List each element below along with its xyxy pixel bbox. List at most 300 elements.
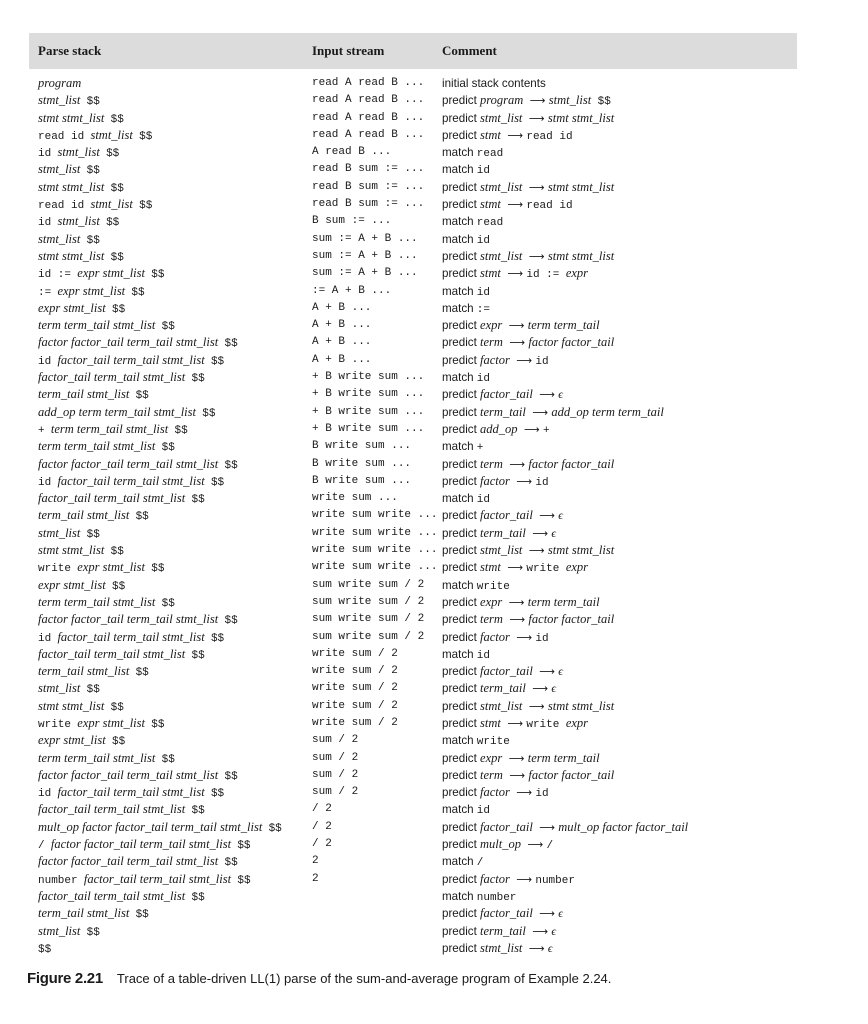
stack-token: $$ xyxy=(106,217,120,230)
comment-token: id xyxy=(476,286,490,299)
comment-token: factor xyxy=(480,629,510,644)
input-stream-cell: write sum write ... xyxy=(312,509,438,522)
comment-token: predict xyxy=(442,336,481,350)
comment-token: predict xyxy=(442,544,481,558)
comment-cell xyxy=(442,317,797,334)
comment-token: ϵ xyxy=(551,924,557,938)
comment-token: predict xyxy=(442,422,481,436)
table-row xyxy=(29,283,797,300)
comment-token: term_tail xyxy=(480,681,526,696)
comment-token: ⟶ xyxy=(527,838,544,852)
stack-token: $$ xyxy=(110,182,124,195)
stack-token: $$ xyxy=(202,407,216,420)
comment-token: predict xyxy=(442,180,481,194)
parse-stack-cell xyxy=(29,577,312,594)
comment-token: term xyxy=(480,767,503,782)
table-row xyxy=(29,161,797,178)
stack-token: term_tail stmt_list xyxy=(38,508,130,523)
table-row xyxy=(29,386,797,403)
stack-token: $$ xyxy=(268,822,282,835)
stack-token: $$ xyxy=(38,943,52,956)
table-row xyxy=(29,248,797,265)
comment-token: expr xyxy=(565,715,589,730)
stack-token: $$ xyxy=(224,338,238,351)
table-row xyxy=(29,300,797,317)
table-row xyxy=(29,421,797,438)
comment-token: match xyxy=(442,734,477,748)
stack-token: $$ xyxy=(174,424,188,437)
parse-stack-cell xyxy=(29,456,312,473)
comment-token: predict xyxy=(442,941,481,955)
comment-token: match xyxy=(442,440,477,454)
figure-caption xyxy=(27,970,847,987)
comment-cell xyxy=(442,110,797,127)
table-row xyxy=(29,611,797,628)
comment-cell xyxy=(442,386,797,403)
comment-cell xyxy=(442,629,797,646)
input-stream-cell: sum write sum / 2 xyxy=(312,578,425,591)
comment-cell xyxy=(442,507,797,524)
comment-token: write xyxy=(526,718,560,731)
table-row xyxy=(29,784,797,801)
input-stream-cell: := A + B ... xyxy=(312,284,392,297)
comment-token: id xyxy=(476,373,490,386)
stack-token: read id xyxy=(38,200,85,213)
stack-token: factor_tail term_tail stmt_list xyxy=(38,888,186,903)
stack-token: stmt stmt_list xyxy=(38,110,105,125)
comment-token: match xyxy=(442,146,477,160)
comment-token: match xyxy=(442,647,477,661)
comment-token: id xyxy=(476,805,490,818)
comment-token: factor xyxy=(480,785,510,800)
comment-token: ⟶ xyxy=(507,716,524,730)
comment-token: ⟶ xyxy=(508,319,525,333)
stack-token: factor_tail term_tail stmt_list xyxy=(38,491,186,506)
stack-token: $$ xyxy=(161,321,175,334)
comment-token: predict xyxy=(442,699,481,713)
stack-token: factor_tail term_tail stmt_list xyxy=(57,473,205,488)
table-row xyxy=(29,490,797,507)
stack-token: stmt stmt_list xyxy=(38,248,105,263)
stack-token: $$ xyxy=(191,494,205,507)
stack-token: term term_tail stmt_list xyxy=(50,421,169,436)
comment-token: stmt xyxy=(480,197,501,212)
stack-token: term term_tail stmt_list xyxy=(38,750,156,765)
table-row xyxy=(29,369,797,386)
comment-token: predict xyxy=(442,682,481,696)
parse-stack-cell xyxy=(29,940,312,957)
stack-token: $$ xyxy=(191,373,205,386)
comment-cell xyxy=(442,369,797,386)
stack-token: factor_tail term_tail stmt_list xyxy=(83,871,232,886)
parse-stack-cell xyxy=(29,300,312,317)
table-header xyxy=(29,33,797,69)
stack-token: id xyxy=(38,217,52,230)
comment-cell xyxy=(442,871,797,888)
parse-stack-cell xyxy=(29,629,312,646)
stack-token: $$ xyxy=(224,459,238,472)
comment-token: predict xyxy=(442,267,481,281)
comment-token: ⟶ xyxy=(528,111,545,125)
input-stream-cell: / 2 xyxy=(312,803,332,816)
input-stream-cell: sum / 2 xyxy=(312,768,359,781)
comment-token: match xyxy=(442,578,477,592)
comment-cell xyxy=(442,888,797,905)
comment-token: id xyxy=(535,788,549,801)
stack-token: / xyxy=(38,840,45,853)
comment-token: ⟶ xyxy=(523,422,540,436)
comment-cell xyxy=(442,473,797,490)
comment-token: predict xyxy=(442,907,481,921)
table-row xyxy=(29,888,797,905)
table-row xyxy=(29,352,797,369)
stack-token: $$ xyxy=(151,269,165,282)
input-stream-cell xyxy=(312,923,442,940)
table-row xyxy=(29,438,797,455)
table-row xyxy=(29,334,797,351)
stack-token: term term_tail stmt_list xyxy=(38,318,156,333)
comment-token: ϵ xyxy=(551,526,557,540)
comment-token: stmt_list xyxy=(480,543,523,558)
stack-token: stmt_list xyxy=(38,923,81,938)
comment-token: program xyxy=(480,93,524,108)
table-row xyxy=(29,801,797,818)
comment-token: predict xyxy=(442,838,481,852)
stack-token: $$ xyxy=(161,753,175,766)
input-stream-cell: + B write sum ... xyxy=(312,422,425,435)
parse-stack-cell xyxy=(29,923,312,940)
stack-token: stmt_list xyxy=(38,231,81,246)
comment-cell xyxy=(442,161,797,178)
stack-token: stmt stmt_list xyxy=(38,179,105,194)
comment-cell xyxy=(442,750,797,767)
parse-stack-cell xyxy=(29,317,312,334)
comment-token: / xyxy=(476,857,484,870)
stack-token: factor factor_tail term_tail stmt_list xyxy=(38,767,219,782)
comment-token: match xyxy=(442,215,477,229)
comment-token: stmt xyxy=(480,266,501,281)
parse-stack-cell xyxy=(29,352,312,369)
comment-cell xyxy=(442,265,797,282)
comment-token: predict xyxy=(442,595,481,609)
comment-token: read id xyxy=(526,130,573,143)
table-row xyxy=(29,144,797,161)
stack-token: expr stmt_list xyxy=(38,733,106,748)
stack-token: factor_tail term_tail stmt_list xyxy=(38,802,186,817)
table-row xyxy=(29,819,797,836)
comment-cell xyxy=(442,611,797,628)
comment-token: stmt stmt_list xyxy=(547,543,615,558)
input-stream-cell: + B write sum ... xyxy=(312,405,425,418)
comment-token: ⟶ xyxy=(516,630,533,644)
parse-stack-cell xyxy=(29,542,312,559)
input-stream-cell: write sum write ... xyxy=(312,544,438,557)
parse-stack-cell xyxy=(29,836,312,853)
stack-token: expr stmt_list xyxy=(77,560,145,575)
stack-token: factor_tail term_tail stmt_list xyxy=(38,370,186,385)
parse-stack-cell xyxy=(29,438,312,455)
table-row xyxy=(29,836,797,853)
comment-token: read id xyxy=(526,200,573,213)
table-row xyxy=(29,179,797,196)
stack-token: factor factor_tail term_tail stmt_list xyxy=(38,335,219,350)
input-stream-cell xyxy=(312,940,442,957)
table-body xyxy=(29,75,797,957)
table-row xyxy=(29,75,797,92)
comment-token: factor xyxy=(480,352,510,367)
comment-cell xyxy=(442,490,797,507)
table-row xyxy=(29,629,797,646)
table-row xyxy=(29,213,797,230)
input-stream-cell: 2 xyxy=(312,855,319,868)
stack-token: add_op term term_tail stmt_list xyxy=(38,404,196,419)
comment-token: match xyxy=(442,284,477,298)
comment-token: term term_tail xyxy=(527,318,600,333)
parse-stack-cell xyxy=(29,179,312,196)
input-stream-cell: / 2 xyxy=(312,838,332,851)
stack-token: stmt stmt_list xyxy=(38,543,105,558)
comment-token: id xyxy=(476,165,490,178)
comment-cell xyxy=(442,940,797,957)
comment-cell xyxy=(442,456,797,473)
stack-token: factor_tail term_tail stmt_list xyxy=(38,646,186,661)
comment-token: stmt stmt_list xyxy=(547,248,615,263)
comment-token: ϵ xyxy=(558,665,563,679)
comment-token: ⟶ xyxy=(532,682,549,696)
parse-stack-cell xyxy=(29,196,312,213)
table-row xyxy=(29,680,797,697)
comment-token: / xyxy=(546,840,554,853)
input-stream-cell: sum write sum / 2 xyxy=(312,630,425,643)
stack-token: stmt_list xyxy=(90,127,133,142)
comment-cell xyxy=(442,144,797,161)
comment-token: factor xyxy=(480,473,510,488)
comment-token: := xyxy=(476,303,490,316)
parse-stack-cell xyxy=(29,611,312,628)
comment-cell xyxy=(442,646,797,663)
table-row xyxy=(29,577,797,594)
table-row xyxy=(29,750,797,767)
stack-token: $$ xyxy=(86,165,100,178)
comment-token: ⟶ xyxy=(528,941,545,955)
parse-stack-cell xyxy=(29,750,312,767)
input-stream-cell: write sum write ... xyxy=(312,526,438,539)
parse-stack-cell xyxy=(29,732,312,749)
comment-cell xyxy=(442,577,797,594)
stack-token: $$ xyxy=(110,251,124,264)
comment-token: id xyxy=(535,355,549,368)
stack-token: stmt_list xyxy=(57,145,100,160)
stack-token: write xyxy=(38,563,72,576)
table-row xyxy=(29,698,797,715)
table-row xyxy=(29,853,797,870)
comment-token: match xyxy=(442,803,477,817)
comment-cell xyxy=(442,75,797,92)
comment-token: term xyxy=(480,335,503,350)
comment-cell xyxy=(442,559,797,576)
parse-stack-cell xyxy=(29,283,312,300)
comment-token: predict xyxy=(442,786,481,800)
table-row xyxy=(29,646,797,663)
comment-cell xyxy=(442,905,797,922)
table-row xyxy=(29,905,797,922)
comment-token: id xyxy=(535,632,549,645)
comment-token: ⟶ xyxy=(516,474,533,488)
stack-token: $$ xyxy=(237,840,251,853)
comment-token: add_op xyxy=(480,421,518,436)
comment-token: stmt xyxy=(480,560,501,575)
parse-stack-cell xyxy=(29,369,312,386)
stack-token: term_tail stmt_list xyxy=(38,387,130,402)
comment-cell xyxy=(442,92,797,109)
comment-token: term xyxy=(480,612,503,627)
stack-token: $$ xyxy=(86,926,100,939)
comment-token: match xyxy=(442,232,477,246)
table-row xyxy=(29,317,797,334)
parse-stack-cell xyxy=(29,404,312,421)
stack-token: stmt_list xyxy=(38,681,81,696)
stack-token: id xyxy=(38,476,52,489)
parse-stack-cell xyxy=(29,386,312,403)
comment-token: predict xyxy=(442,872,481,886)
comment-token: read xyxy=(476,148,504,161)
comment-token: predict xyxy=(442,509,481,523)
input-stream-cell: A + B ... xyxy=(312,301,372,314)
table-row xyxy=(29,92,797,109)
stack-token: $$ xyxy=(135,667,149,680)
comment-token: id xyxy=(476,494,490,507)
comment-token: ϵ xyxy=(558,509,563,523)
comment-token: ⟶ xyxy=(507,198,524,212)
parse-stack-cell xyxy=(29,490,312,507)
parse-stack-cell xyxy=(29,421,312,438)
parse-stack-cell xyxy=(29,507,312,524)
table-row xyxy=(29,715,797,732)
comment-token: ⟶ xyxy=(516,353,533,367)
stack-token: $$ xyxy=(135,511,149,524)
input-stream-cell: sum / 2 xyxy=(312,786,359,799)
comment-token: write xyxy=(476,736,510,749)
stack-token: mult_op factor factor_tail term_tail stmt_list xyxy=(38,819,263,834)
stack-token: write xyxy=(38,718,72,731)
stack-token: $$ xyxy=(106,148,120,161)
comment-token: factor factor_tail xyxy=(528,612,615,627)
stack-token: $$ xyxy=(110,546,124,559)
stack-token: factor factor_tail term_tail stmt_list xyxy=(50,837,232,852)
comment-cell xyxy=(442,438,797,455)
comment-token: stmt xyxy=(480,127,501,142)
table-row xyxy=(29,265,797,282)
stack-token: expr stmt_list xyxy=(77,266,145,281)
stack-token: $$ xyxy=(139,200,153,213)
table-row xyxy=(29,767,797,784)
table-row xyxy=(29,542,797,559)
comment-token: ⟶ xyxy=(539,907,556,921)
comment-cell xyxy=(442,352,797,369)
comment-token: ⟶ xyxy=(507,128,524,142)
comment-token: factor factor_tail xyxy=(528,767,615,782)
table-row xyxy=(29,663,797,680)
input-stream-cell: + B write sum ... xyxy=(312,388,425,401)
input-stream-cell: sum := A + B ... xyxy=(312,232,418,245)
comment-cell xyxy=(442,801,797,818)
table-row xyxy=(29,456,797,473)
comment-token: factor_tail xyxy=(480,819,533,834)
stack-token: $$ xyxy=(86,234,100,247)
stack-token: $$ xyxy=(210,476,225,489)
comment-token: stmt_list xyxy=(480,248,523,263)
comment-cell xyxy=(442,179,797,196)
comment-token: term term_tail xyxy=(527,594,600,609)
comment-cell xyxy=(442,300,797,317)
input-stream-cell: write sum / 2 xyxy=(312,699,398,712)
stack-token: $$ xyxy=(110,701,124,714)
input-stream-cell: read A read B ... xyxy=(312,111,425,124)
input-stream-cell: B write sum ... xyxy=(312,474,412,487)
comment-token: predict xyxy=(442,249,481,263)
parse-stack-cell xyxy=(29,334,312,351)
stack-token: $$ xyxy=(135,909,149,922)
comment-token: match xyxy=(442,855,477,869)
parse-stack-cell xyxy=(29,144,312,161)
parse-stack-cell xyxy=(29,801,312,818)
comment-token: predict xyxy=(442,198,481,212)
header-input-stream: Input stream xyxy=(312,43,385,58)
table-row xyxy=(29,404,797,421)
table-row xyxy=(29,525,797,542)
caption-text: Trace of a table-driven LL(1) parse of the sum-and-average program of Example 2.24. xyxy=(116,971,612,986)
comment-token: write xyxy=(476,580,510,593)
figure-label: Figure 2.21 xyxy=(27,970,103,987)
stack-token: expr stmt_list xyxy=(38,577,106,592)
input-stream-cell: read B sum := ... xyxy=(312,163,425,176)
comment-cell xyxy=(442,819,797,836)
comment-cell xyxy=(442,213,797,230)
comment-token: match xyxy=(442,163,477,177)
stack-token: $$ xyxy=(237,874,251,887)
comment-token: add_op term term_tail xyxy=(551,404,664,419)
stack-token: term term_tail stmt_list xyxy=(38,594,156,609)
comment-token: ⟶ xyxy=(516,872,533,886)
comment-token: predict xyxy=(442,526,481,540)
comment-token: factor_tail xyxy=(480,664,533,679)
stack-token: stmt_list xyxy=(38,525,81,540)
parse-stack-cell xyxy=(29,127,312,144)
stack-token: expr stmt_list xyxy=(77,715,145,730)
comment-token: ϵ xyxy=(558,388,563,402)
stack-token: number xyxy=(38,874,78,887)
parse-stack-cell xyxy=(29,663,312,680)
parse-stack-cell xyxy=(29,110,312,127)
parse-stack-cell xyxy=(29,646,312,663)
stack-token: $$ xyxy=(210,788,225,801)
parse-stack-cell xyxy=(29,905,312,922)
input-stream-cell: read B sum := ... xyxy=(312,180,425,193)
comment-token: predict xyxy=(442,353,481,367)
table-row xyxy=(29,732,797,749)
stack-token: expr stmt_list xyxy=(38,300,106,315)
comment-token: predict xyxy=(442,716,481,730)
input-stream-cell: write sum / 2 xyxy=(312,682,398,695)
comment-token: ⟶ xyxy=(539,509,556,523)
parse-stack-cell xyxy=(29,819,312,836)
comment-cell xyxy=(442,663,797,680)
stack-token: $$ xyxy=(111,580,126,593)
comment-cell xyxy=(442,853,797,870)
comment-token: expr xyxy=(565,266,589,281)
stack-token: $$ xyxy=(161,442,175,455)
table-row xyxy=(29,507,797,524)
